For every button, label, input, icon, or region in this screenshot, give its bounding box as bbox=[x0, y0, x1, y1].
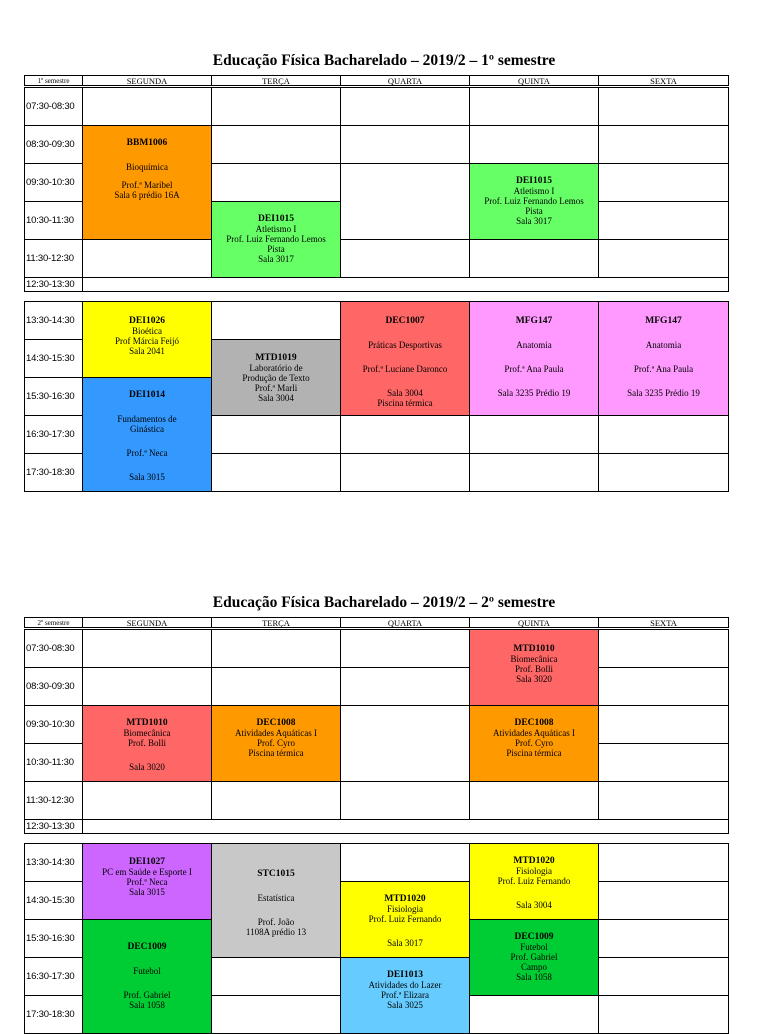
empty-cell bbox=[598, 743, 729, 782]
course-code: MFG147 bbox=[645, 316, 682, 326]
course-code: STC1015 bbox=[257, 869, 295, 879]
time-slot: 07:30-08:30 bbox=[24, 629, 83, 668]
day-header-segunda: SEGUNDA bbox=[82, 75, 212, 86]
course-block-mtd1019[interactable] bbox=[211, 339, 341, 416]
empty-cell bbox=[340, 163, 470, 240]
course-block-dei1026[interactable] bbox=[82, 301, 212, 378]
course-room: Sala 3004 bbox=[258, 393, 294, 403]
empty-cell bbox=[598, 629, 729, 668]
course-code: DEI1014 bbox=[129, 390, 165, 400]
course-block-dei1015-quinta[interactable] bbox=[469, 163, 599, 240]
empty-cell bbox=[469, 453, 599, 492]
course-professor: Prof.ª Elizara bbox=[381, 990, 429, 1000]
empty-cell bbox=[469, 125, 599, 164]
empty-cell bbox=[340, 87, 470, 126]
time-slot: 10:30-11:30 bbox=[24, 201, 83, 240]
course-room: Sala 3235 Prédio 19 bbox=[497, 388, 571, 398]
semester-2-timetable bbox=[24, 617, 729, 1024]
empty-cell bbox=[598, 125, 729, 164]
course-name: Bioquímica bbox=[126, 162, 168, 172]
day-header-quinta: QUINTA bbox=[469, 75, 599, 86]
course-location: Piscina térmica bbox=[248, 748, 304, 758]
course-block-mtd1020-quarta[interactable] bbox=[340, 881, 470, 958]
empty-cell bbox=[340, 453, 470, 492]
course-code: DEI1015 bbox=[258, 214, 294, 224]
course-block-stc1015[interactable] bbox=[211, 843, 341, 958]
course-name: Anatomia bbox=[516, 340, 552, 350]
empty-cell bbox=[340, 705, 470, 782]
course-name: Estatística bbox=[257, 893, 295, 903]
semester-1-timetable bbox=[24, 75, 729, 495]
semester-1-title: Educação Física Bacharelado – 2019/2 – 1º semestre bbox=[212, 52, 556, 69]
semester-2-title: Educação Física Bacharelado – 2019/2 – 2º semestre bbox=[212, 594, 556, 611]
course-location: Pista bbox=[525, 206, 543, 216]
day-header-sexta: SEXTA bbox=[598, 75, 729, 86]
course-room: Sala 1058 bbox=[129, 1000, 165, 1010]
course-name: Atividades Aquáticas I bbox=[235, 728, 317, 738]
course-location: Campo bbox=[521, 962, 547, 972]
empty-cell bbox=[211, 957, 341, 996]
empty-cell bbox=[82, 239, 212, 278]
course-professor: Prof.ª Ana Paula bbox=[504, 364, 564, 374]
course-code: DEC1008 bbox=[256, 718, 296, 728]
course-name: Bioética bbox=[132, 326, 162, 336]
empty-cell bbox=[82, 781, 212, 820]
empty-cell bbox=[211, 453, 341, 492]
course-room: Sala 3015 bbox=[129, 472, 165, 482]
course-code: MFG147 bbox=[515, 316, 553, 326]
course-block-dec1009-segunda[interactable] bbox=[82, 919, 212, 1034]
time-slot: 14:30-15:30 bbox=[24, 339, 83, 378]
course-room: Sala 3004 bbox=[516, 900, 552, 910]
course-room: Sala 1058 bbox=[516, 972, 552, 982]
course-room: Sala 3017 bbox=[387, 938, 423, 948]
course-location: Piscina térmica bbox=[506, 748, 562, 758]
course-professor: Prof. Luiz Fernando bbox=[497, 876, 571, 886]
course-name: Fisiologia bbox=[515, 866, 552, 876]
course-room: 1108A prédio 13 bbox=[245, 927, 307, 937]
day-header-terca: TERÇA bbox=[211, 617, 341, 628]
course-name: Fundamentos de bbox=[117, 414, 177, 424]
course-room: Sala 6 prédio 16A bbox=[114, 190, 180, 200]
empty-cell bbox=[211, 87, 341, 126]
empty-cell bbox=[340, 415, 470, 454]
course-code: MTD1020 bbox=[513, 856, 555, 866]
course-room: Sala 3004 bbox=[387, 388, 423, 398]
day-header-quarta: QUARTA bbox=[340, 75, 470, 86]
empty-cell bbox=[598, 87, 729, 126]
course-code: MTD1010 bbox=[126, 718, 168, 728]
course-code: DEI1026 bbox=[129, 316, 165, 326]
empty-cell bbox=[598, 163, 729, 202]
day-header-segunda: SEGUNDA bbox=[82, 617, 212, 628]
course-block-dec1007[interactable] bbox=[340, 301, 470, 416]
course-room: Sala 3020 bbox=[129, 762, 165, 772]
empty-cell bbox=[211, 995, 341, 1034]
course-block-dec1008-quinta[interactable] bbox=[469, 705, 599, 782]
empty-cell bbox=[211, 125, 341, 164]
time-slot: 16:30-17:30 bbox=[24, 415, 83, 454]
course-professor: Prof.ª Ana Paula bbox=[633, 364, 694, 374]
course-room: Sala 3020 bbox=[516, 674, 552, 684]
course-code: MTD1019 bbox=[255, 353, 297, 363]
time-slot: 13:30-14:30 bbox=[24, 843, 83, 882]
course-block-mtd1010-quinta[interactable] bbox=[469, 629, 599, 706]
time-slot: 17:30-18:30 bbox=[24, 453, 83, 492]
course-room: Sala 3017 bbox=[516, 216, 552, 226]
time-slot: 17:30-18:30 bbox=[24, 995, 83, 1034]
empty-cell bbox=[469, 415, 599, 454]
course-block-dei1027[interactable] bbox=[82, 843, 212, 920]
time-slot: 11:30-12:30 bbox=[24, 239, 83, 278]
course-professor: Prof. Gabriel bbox=[510, 952, 558, 962]
course-room: Sala 3235 Prédio 19 bbox=[627, 388, 700, 398]
course-professor: Prof. Luiz Fernando Lemos bbox=[484, 196, 584, 206]
semester-1-corner-label: 1º semestre bbox=[24, 75, 83, 86]
course-room: Sala 3015 bbox=[129, 887, 165, 897]
empty-cell bbox=[211, 667, 341, 706]
course-code: DEI1015 bbox=[516, 176, 552, 186]
empty-cell bbox=[340, 125, 470, 164]
course-professor: Prof. Bolli bbox=[127, 738, 166, 748]
empty-cell bbox=[82, 629, 212, 668]
empty-cell bbox=[82, 667, 212, 706]
course-name: Atletismo I bbox=[255, 224, 297, 234]
empty-cell bbox=[469, 781, 599, 820]
course-professor: Prof.ª Neca bbox=[126, 448, 168, 458]
empty-row bbox=[82, 819, 729, 834]
course-code: DEC1009 bbox=[514, 932, 554, 942]
empty-cell bbox=[340, 667, 470, 706]
course-room: Sala 3025 bbox=[387, 1000, 423, 1010]
time-slot: 08:30-09:30 bbox=[24, 667, 83, 706]
time-slot: 15:30-16:30 bbox=[24, 919, 83, 958]
empty-cell bbox=[469, 239, 599, 278]
empty-cell bbox=[598, 453, 729, 492]
empty-cell bbox=[211, 163, 341, 202]
time-slot: 15:30-16:30 bbox=[24, 377, 83, 416]
course-block-dec1008-terca[interactable] bbox=[211, 705, 341, 782]
empty-cell bbox=[211, 415, 341, 454]
empty-cell bbox=[340, 239, 470, 278]
empty-cell bbox=[598, 667, 729, 706]
day-header-sexta: SEXTA bbox=[598, 617, 729, 628]
empty-cell bbox=[598, 919, 729, 958]
time-slot: 12:30-13:30 bbox=[24, 277, 83, 292]
course-block-dei1015-terca[interactable] bbox=[211, 201, 341, 278]
course-block-mtd1010-segunda[interactable] bbox=[82, 705, 212, 782]
course-name: Práticas Desportivas bbox=[368, 340, 442, 350]
time-slot: 09:30-10:30 bbox=[24, 705, 83, 744]
course-code: DEI1013 bbox=[387, 970, 423, 980]
time-slot: 13:30-14:30 bbox=[24, 301, 83, 340]
empty-cell bbox=[340, 629, 470, 668]
course-code: BBM1006 bbox=[126, 138, 168, 148]
course-professor: Prof. Luiz Fernando Lemos bbox=[226, 234, 326, 244]
course-code: DEC1008 bbox=[514, 718, 554, 728]
course-professor: Prof. Gabriel bbox=[123, 990, 171, 1000]
empty-cell bbox=[340, 781, 470, 820]
course-code: DEC1007 bbox=[385, 316, 425, 326]
empty-cell bbox=[598, 957, 729, 996]
empty-cell bbox=[211, 629, 341, 668]
course-name: Atividades Aquáticas I bbox=[493, 728, 575, 738]
time-slot: 11:30-12:30 bbox=[24, 781, 83, 820]
course-code: MTD1010 bbox=[513, 644, 555, 654]
course-professor: Prof Márcia Feijó bbox=[115, 336, 179, 346]
course-block-dei1013[interactable] bbox=[340, 957, 470, 1034]
course-name: Biomecânica bbox=[510, 654, 558, 664]
course-professor: Prof. Cyro bbox=[515, 738, 553, 748]
course-block-dei1014[interactable] bbox=[82, 377, 212, 492]
course-name: Fisiologia bbox=[386, 904, 423, 914]
time-slot: 08:30-09:30 bbox=[24, 125, 83, 164]
empty-cell bbox=[598, 843, 729, 882]
empty-row bbox=[82, 277, 729, 292]
course-block-mfg147-quinta[interactable] bbox=[469, 301, 599, 416]
course-professor: Prof. Bolli bbox=[514, 664, 553, 674]
time-slot: 10:30-11:30 bbox=[24, 743, 83, 782]
empty-cell bbox=[340, 843, 470, 882]
time-slot: 07:30-08:30 bbox=[24, 87, 83, 126]
course-name-cont: Produção de Texto bbox=[242, 373, 310, 383]
course-location: Piscina térmica bbox=[377, 398, 433, 408]
course-name: Laboratório de bbox=[249, 363, 303, 373]
empty-cell bbox=[598, 995, 729, 1034]
day-header-quarta: QUARTA bbox=[340, 617, 470, 628]
course-room: Sala 2041 bbox=[129, 346, 165, 356]
course-professor: Prof.ª Neca bbox=[126, 877, 168, 887]
course-professor: Prof. Cyro bbox=[257, 738, 295, 748]
empty-cell bbox=[211, 781, 341, 820]
course-name: Futebol bbox=[133, 966, 161, 976]
course-professor: Prof.ª Maribel bbox=[121, 180, 173, 190]
course-name: Atividades do Lazer bbox=[368, 980, 442, 990]
course-professor: Prof.ª Marli bbox=[254, 383, 298, 393]
course-name: Anatomia bbox=[645, 340, 682, 350]
course-block-mtd1020-quinta[interactable] bbox=[469, 843, 599, 920]
day-header-quinta: QUINTA bbox=[469, 617, 599, 628]
course-code: DEC1009 bbox=[127, 942, 167, 952]
course-name-cont: Ginástica bbox=[130, 424, 164, 434]
day-header-terca: TERÇA bbox=[211, 75, 341, 86]
empty-cell bbox=[469, 87, 599, 126]
course-location: Pista bbox=[267, 244, 285, 254]
course-room: Sala 3017 bbox=[258, 254, 294, 264]
course-name: PC em Saúde e Esporte I bbox=[102, 867, 192, 877]
course-block-mfg147-sexta[interactable] bbox=[598, 301, 729, 416]
empty-cell bbox=[598, 239, 729, 278]
time-slot: 09:30-10:30 bbox=[24, 163, 83, 202]
empty-cell bbox=[598, 705, 729, 744]
empty-cell bbox=[469, 995, 599, 1034]
course-professor: Prof.ª Luciane Daronco bbox=[362, 364, 448, 374]
course-code: MTD1020 bbox=[384, 894, 426, 904]
time-slot: 14:30-15:30 bbox=[24, 881, 83, 920]
course-professor: Prof. Luiz Fernando bbox=[368, 914, 442, 924]
semester-2-corner-label: 2º semestre bbox=[24, 617, 83, 628]
empty-cell bbox=[598, 781, 729, 820]
course-block-bbm1006[interactable] bbox=[82, 125, 212, 240]
course-block-dec1009-quinta[interactable] bbox=[469, 919, 599, 996]
course-name: Biomecânica bbox=[123, 728, 171, 738]
empty-cell bbox=[211, 301, 341, 340]
empty-cell bbox=[598, 201, 729, 240]
empty-cell bbox=[598, 415, 729, 454]
time-slot: 12:30-13:30 bbox=[24, 819, 83, 834]
course-name: Atletismo I bbox=[513, 186, 555, 196]
empty-cell bbox=[598, 881, 729, 920]
course-code: DEI1027 bbox=[129, 857, 165, 867]
course-professor: Prof. João bbox=[257, 917, 295, 927]
time-slot: 16:30-17:30 bbox=[24, 957, 83, 996]
course-name: Futebol bbox=[520, 942, 548, 952]
empty-cell bbox=[82, 87, 212, 126]
